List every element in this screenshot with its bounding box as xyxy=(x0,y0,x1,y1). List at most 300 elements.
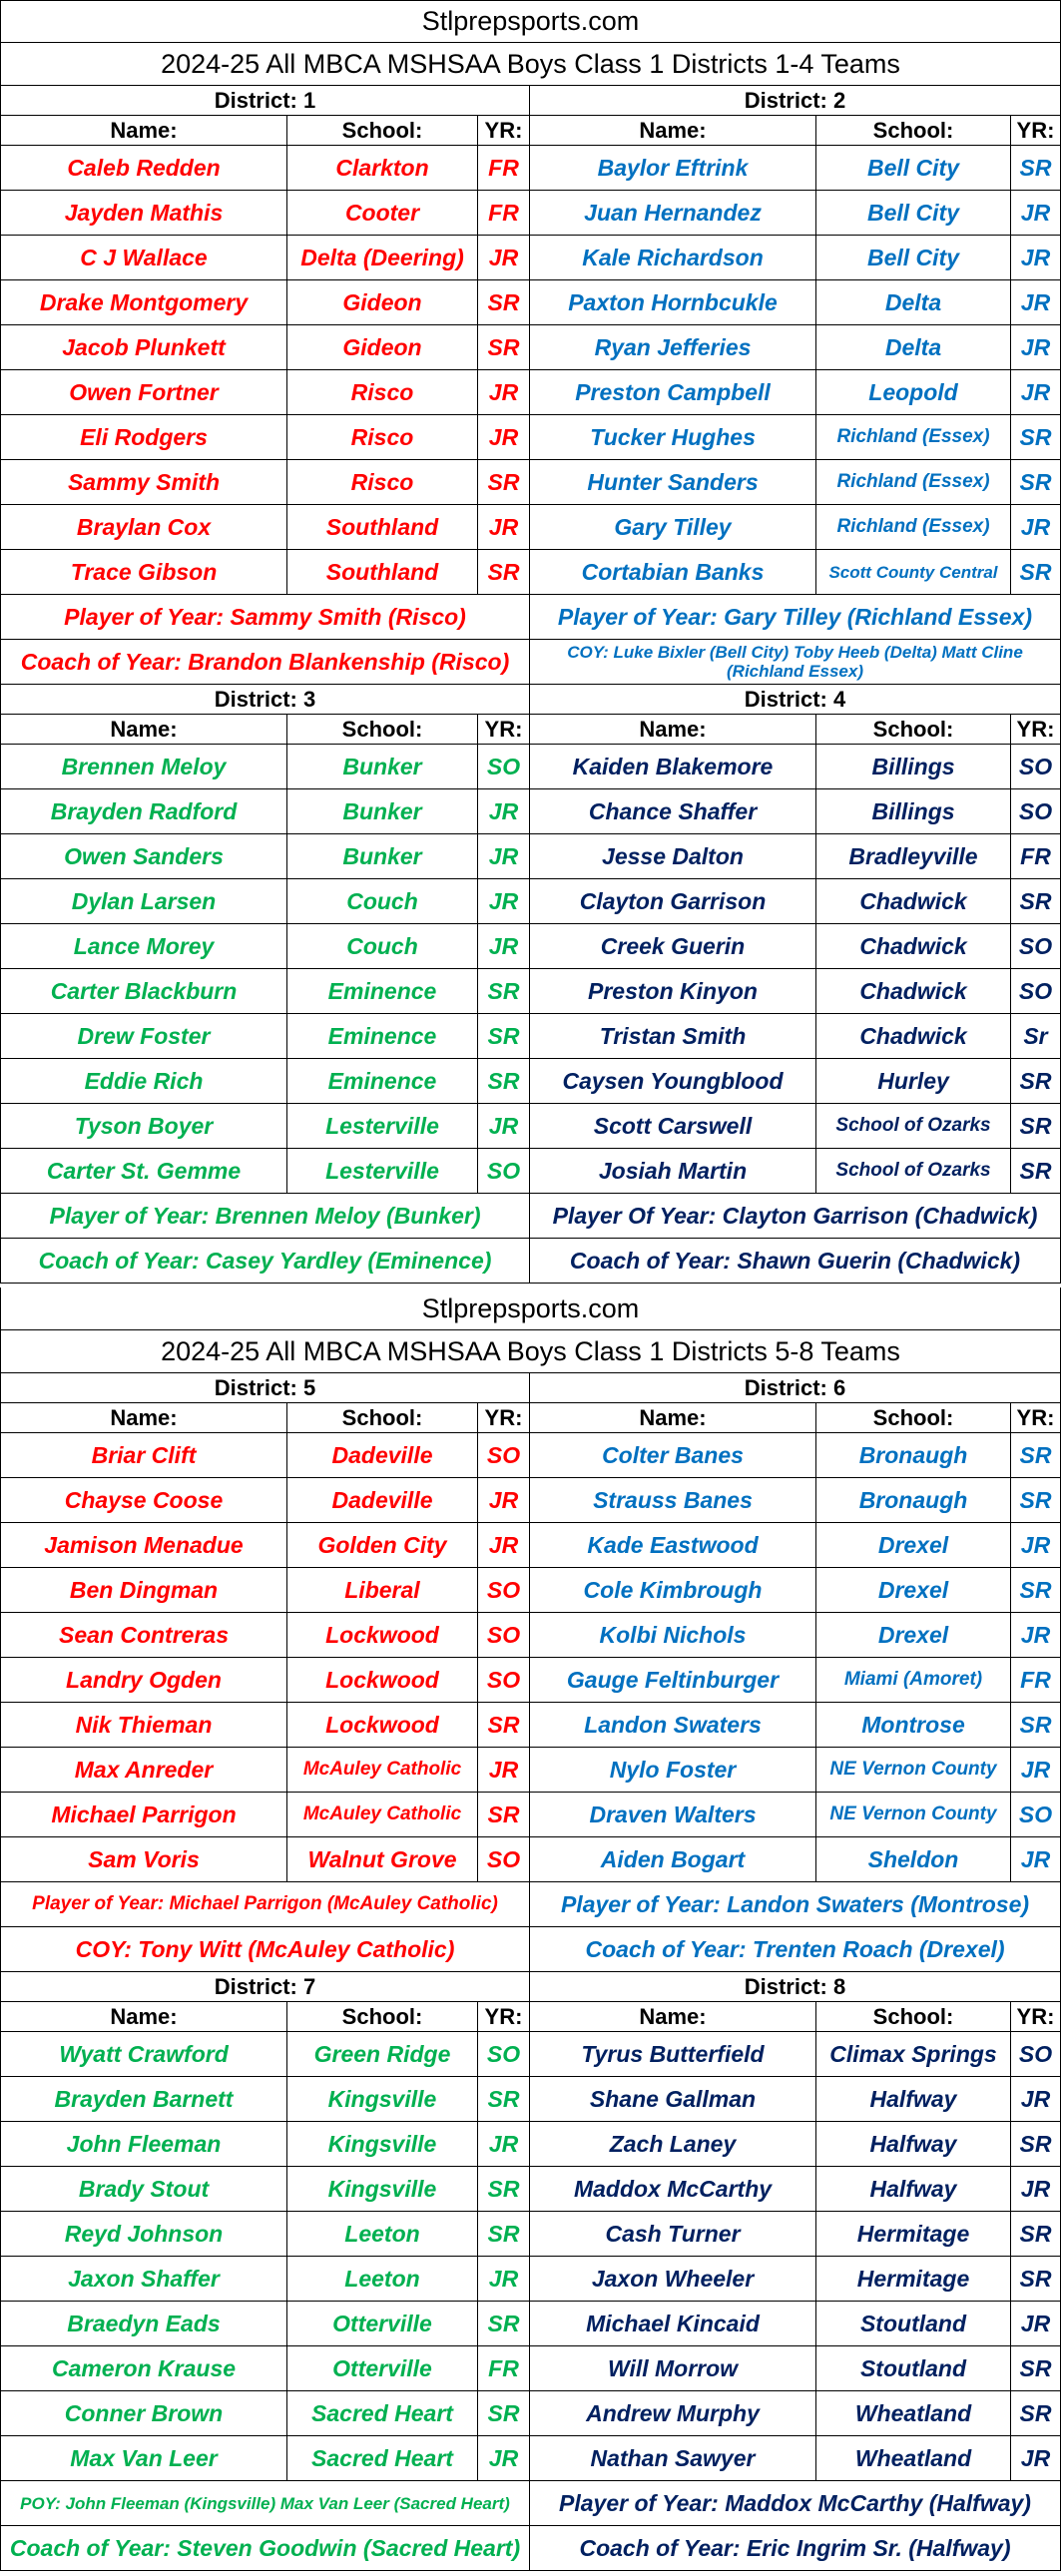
class-year: SR xyxy=(478,1059,530,1103)
class-year: SR xyxy=(478,550,530,594)
section-title: 2024-25 All MBCA MSHSAA Boys Class 1 Districts 5-8 Teams xyxy=(0,1330,1061,1373)
school-header: School: xyxy=(816,2002,1011,2031)
school-name: Chadwick xyxy=(816,924,1011,968)
award-left: Player of Year: Sammy Smith (Risco) xyxy=(0,595,530,639)
district-label-left: District: 5 xyxy=(0,1373,530,1402)
class-year: JR xyxy=(478,415,530,459)
award-row xyxy=(0,1239,1061,1284)
school-name: Lockwood xyxy=(287,1703,478,1747)
player-name: Wyatt Crawford xyxy=(0,2032,287,2076)
player-name: Eli Rodgers xyxy=(0,415,287,459)
school-name: Leeton xyxy=(287,2212,478,2256)
class-year: JR xyxy=(1011,1748,1061,1792)
school-name: Hermitage xyxy=(816,2257,1011,2301)
player-name: Sam Voris xyxy=(0,1837,287,1881)
player-name: Creek Guerin xyxy=(530,924,816,968)
player-name: Nylo Foster xyxy=(530,1748,816,1792)
class-year: SR xyxy=(1011,2391,1061,2435)
class-year: SO xyxy=(1011,2032,1061,2076)
player-name: Kaiden Blakemore xyxy=(530,745,816,788)
player-name: Max Anreder xyxy=(0,1748,287,1792)
player-name: Jayden Mathis xyxy=(0,191,287,235)
award-right: COY: Luke Bixler (Bell City) Toby Heeb (Delta) Matt Cline (Richland Essex) xyxy=(530,640,1061,684)
player-name: Brennen Meloy xyxy=(0,745,287,788)
award-left: Coach of Year: Brandon Blankenship (Risco) xyxy=(0,640,530,684)
player-name: Nathan Sawyer xyxy=(530,2436,816,2480)
class-year: SO xyxy=(1011,969,1061,1013)
school-name: Kingsville xyxy=(287,2167,478,2211)
table-row xyxy=(0,1748,1061,1793)
class-year: SO xyxy=(1011,745,1061,788)
column-header-row xyxy=(0,715,1061,745)
player-name: Scott Carswell xyxy=(530,1104,816,1148)
school-name: Delta xyxy=(816,325,1011,369)
table-row xyxy=(0,280,1061,325)
name-header: Name: xyxy=(530,116,816,145)
player-name: C J Wallace xyxy=(0,236,287,279)
player-name: Gauge Feltinburger xyxy=(530,1658,816,1702)
player-name: Kade Eastwood xyxy=(530,1523,816,1567)
name-header: Name: xyxy=(530,1403,816,1432)
school-name: Bell City xyxy=(816,236,1011,279)
table-row xyxy=(0,834,1061,879)
school-name: Chadwick xyxy=(816,969,1011,1013)
table-row xyxy=(0,969,1061,1014)
class-year: SR xyxy=(1011,1104,1061,1148)
table-row xyxy=(0,1613,1061,1658)
award-left: COY: Tony Witt (McAuley Catholic) xyxy=(0,1927,530,1971)
table-row xyxy=(0,1568,1061,1613)
class-year: SR xyxy=(478,2167,530,2211)
school-name: NE Vernon County xyxy=(816,1748,1011,1792)
player-name: Briar Clift xyxy=(0,1433,287,1477)
class-year: SR xyxy=(478,2391,530,2435)
table-row xyxy=(0,2167,1061,2212)
table-row xyxy=(0,924,1061,969)
table-row xyxy=(0,2346,1061,2391)
table-row xyxy=(0,370,1061,415)
player-name: Carter St. Gemme xyxy=(0,1149,287,1193)
table-row xyxy=(0,146,1061,191)
player-name: Maddox McCarthy xyxy=(530,2167,816,2211)
player-name: Draven Walters xyxy=(530,1793,816,1836)
table-row xyxy=(0,460,1061,505)
award-row xyxy=(0,1194,1061,1239)
class-year: JR xyxy=(478,924,530,968)
player-name: Will Morrow xyxy=(530,2346,816,2390)
school-name: Billings xyxy=(816,745,1011,788)
site-title: Stlprepsports.com xyxy=(0,0,1061,43)
class-year: JR xyxy=(478,1523,530,1567)
table-row xyxy=(0,325,1061,370)
school-name: Sacred Heart xyxy=(287,2436,478,2480)
award-row xyxy=(0,2526,1061,2571)
award-row xyxy=(0,1927,1061,1972)
table-row xyxy=(0,1658,1061,1703)
award-right: Coach of Year: Eric Ingrim Sr. (Halfway) xyxy=(530,2526,1061,2570)
district-header-row xyxy=(0,1972,1061,2002)
class-year: SR xyxy=(1011,1059,1061,1103)
district-label-right: District: 4 xyxy=(530,685,1061,714)
district-label-right: District: 6 xyxy=(530,1373,1061,1402)
table-row xyxy=(0,415,1061,460)
school-name: Drexel xyxy=(816,1613,1011,1657)
school-name: Wheatland xyxy=(816,2391,1011,2435)
school-name: Eminence xyxy=(287,1014,478,1058)
school-name: Montrose xyxy=(816,1703,1011,1747)
player-name: Owen Fortner xyxy=(0,370,287,414)
yr-header: YR: xyxy=(1011,1403,1061,1432)
player-name: Owen Sanders xyxy=(0,834,287,878)
table-row xyxy=(0,550,1061,595)
award-row xyxy=(0,2481,1061,2526)
class-year: SO xyxy=(478,1837,530,1881)
class-year: JR xyxy=(1011,325,1061,369)
award-left: Coach of Year: Steven Goodwin (Sacred Heart) xyxy=(0,2526,530,2570)
school-name: Billings xyxy=(816,789,1011,833)
school-name: Gideon xyxy=(287,280,478,324)
table-row xyxy=(0,789,1061,834)
class-year: SR xyxy=(478,2302,530,2345)
class-year: SR xyxy=(1011,1478,1061,1522)
class-year: JR xyxy=(478,2436,530,2480)
school-name: Scott County Central xyxy=(816,550,1011,594)
player-name: Caysen Youngblood xyxy=(530,1059,816,1103)
class-year: JR xyxy=(478,2257,530,2301)
school-name: Miami (Amoret) xyxy=(816,1658,1011,1702)
school-name: Stoutland xyxy=(816,2302,1011,2345)
award-row xyxy=(0,1882,1061,1927)
class-year: SO xyxy=(478,745,530,788)
class-year: SR xyxy=(478,969,530,1013)
player-name: Chance Shaffer xyxy=(530,789,816,833)
yr-header: YR: xyxy=(478,715,530,744)
school-name: Couch xyxy=(287,924,478,968)
award-right: Player Of Year: Clayton Garrison (Chadwick) xyxy=(530,1194,1061,1238)
class-year: SR xyxy=(1011,1433,1061,1477)
player-name: Zach Laney xyxy=(530,2122,816,2166)
player-name: Gary Tilley xyxy=(530,505,816,549)
school-name: Kingsville xyxy=(287,2122,478,2166)
table-row xyxy=(0,2257,1061,2302)
class-year: JR xyxy=(478,370,530,414)
school-name: Bronaugh xyxy=(816,1433,1011,1477)
school-name: Clarkton xyxy=(287,146,478,190)
class-year: JR xyxy=(478,505,530,549)
player-name: Clayton Garrison xyxy=(530,879,816,923)
class-year: JR xyxy=(1011,370,1061,414)
player-name: Jaxon Shaffer xyxy=(0,2257,287,2301)
class-year: SR xyxy=(1011,1568,1061,1612)
yr-header: YR: xyxy=(1011,2002,1061,2031)
school-name: Halfway xyxy=(816,2167,1011,2211)
school-name: Stoutland xyxy=(816,2346,1011,2390)
name-header: Name: xyxy=(0,116,287,145)
player-name: Braedyn Eads xyxy=(0,2302,287,2345)
school-name: Bradleyville xyxy=(816,834,1011,878)
school-name: Halfway xyxy=(816,2122,1011,2166)
player-name: Ryan Jefferies xyxy=(530,325,816,369)
class-year: JR xyxy=(1011,1837,1061,1881)
school-name: Southland xyxy=(287,550,478,594)
player-name: John Fleeman xyxy=(0,2122,287,2166)
table-row xyxy=(0,1837,1061,1882)
player-name: Lance Morey xyxy=(0,924,287,968)
school-name: McAuley Catholic xyxy=(287,1793,478,1836)
table-row xyxy=(0,1523,1061,1568)
school-name: McAuley Catholic xyxy=(287,1748,478,1792)
class-year: JR xyxy=(478,834,530,878)
player-name: Conner Brown xyxy=(0,2391,287,2435)
class-year: SO xyxy=(1011,789,1061,833)
table-row xyxy=(0,1478,1061,1523)
class-year: SR xyxy=(478,325,530,369)
class-year: SR xyxy=(1011,415,1061,459)
award-row xyxy=(0,640,1061,685)
class-year: FR xyxy=(478,2346,530,2390)
school-name: Eminence xyxy=(287,969,478,1013)
player-name: Tyson Boyer xyxy=(0,1104,287,1148)
player-name: Cameron Krause xyxy=(0,2346,287,2390)
school-header: School: xyxy=(287,116,478,145)
player-name: Michael Parrigon xyxy=(0,1793,287,1836)
table-row xyxy=(0,1793,1061,1837)
class-year: FR xyxy=(478,146,530,190)
player-name: Preston Campbell xyxy=(530,370,816,414)
player-name: Colter Banes xyxy=(530,1433,816,1477)
school-name: Delta xyxy=(816,280,1011,324)
player-name: Brady Stout xyxy=(0,2167,287,2211)
name-header: Name: xyxy=(0,715,287,744)
school-name: Halfway xyxy=(816,2077,1011,2121)
school-name: School of Ozarks xyxy=(816,1104,1011,1148)
table-row xyxy=(0,2032,1061,2077)
school-name: Hermitage xyxy=(816,2212,1011,2256)
class-year: JR xyxy=(1011,2167,1061,2211)
table-row xyxy=(0,191,1061,236)
player-name: Preston Kinyon xyxy=(530,969,816,1013)
table-row xyxy=(0,1703,1061,1748)
school-name: Gideon xyxy=(287,325,478,369)
table-row xyxy=(0,1149,1061,1194)
award-right: Player of Year: Maddox McCarthy (Halfway) xyxy=(530,2481,1061,2525)
table-row xyxy=(0,2122,1061,2167)
table-row xyxy=(0,1104,1061,1149)
class-year: FR xyxy=(478,191,530,235)
award-left: Player of Year: Brennen Meloy (Bunker) xyxy=(0,1194,530,1238)
school-name: Bronaugh xyxy=(816,1478,1011,1522)
table-row xyxy=(0,2302,1061,2346)
school-header: School: xyxy=(287,715,478,744)
class-year: SR xyxy=(1011,460,1061,504)
school-name: Liberal xyxy=(287,1568,478,1612)
player-name: Max Van Leer xyxy=(0,2436,287,2480)
district-header-row xyxy=(0,685,1061,715)
award-left: Player of Year: Michael Parrigon (McAuley Catholic) xyxy=(0,1882,530,1926)
school-name: Cooter xyxy=(287,191,478,235)
class-year: FR xyxy=(1011,834,1061,878)
column-header-row xyxy=(0,116,1061,146)
school-name: Sacred Heart xyxy=(287,2391,478,2435)
player-name: Drew Foster xyxy=(0,1014,287,1058)
player-name: Tristan Smith xyxy=(530,1014,816,1058)
player-name: Strauss Banes xyxy=(530,1478,816,1522)
table-row xyxy=(0,2436,1061,2481)
class-year: SR xyxy=(1011,550,1061,594)
player-name: Trace Gibson xyxy=(0,550,287,594)
class-year: JR xyxy=(478,1478,530,1522)
class-year: SO xyxy=(478,1613,530,1657)
player-name: Chayse Coose xyxy=(0,1478,287,1522)
class-year: SR xyxy=(478,1793,530,1836)
school-name: NE Vernon County xyxy=(816,1793,1011,1836)
school-name: Green Ridge xyxy=(287,2032,478,2076)
class-year: JR xyxy=(1011,2436,1061,2480)
district-label-left: District: 3 xyxy=(0,685,530,714)
school-name: Risco xyxy=(287,370,478,414)
award-right: Player of Year: Landon Swaters (Montrose) xyxy=(530,1882,1061,1926)
school-name: Lockwood xyxy=(287,1613,478,1657)
school-name: Southland xyxy=(287,505,478,549)
player-name: Landon Swaters xyxy=(530,1703,816,1747)
player-name: Brayden Barnett xyxy=(0,2077,287,2121)
class-year: SR xyxy=(1011,2346,1061,2390)
class-year: SO xyxy=(478,1568,530,1612)
class-year: JR xyxy=(478,879,530,923)
player-name: Josiah Martin xyxy=(530,1149,816,1193)
award-row xyxy=(0,595,1061,640)
table-row xyxy=(0,2077,1061,2122)
class-year: SR xyxy=(1011,146,1061,190)
name-header: Name: xyxy=(0,2002,287,2031)
name-header: Name: xyxy=(530,2002,816,2031)
class-year: JR xyxy=(1011,2302,1061,2345)
player-name: Cash Turner xyxy=(530,2212,816,2256)
class-year: SR xyxy=(478,460,530,504)
player-name: Andrew Murphy xyxy=(530,2391,816,2435)
school-name: Otterville xyxy=(287,2346,478,2390)
player-name: Sean Contreras xyxy=(0,1613,287,1657)
school-name: Golden City xyxy=(287,1523,478,1567)
class-year: Sr xyxy=(1011,1014,1061,1058)
player-name: Kale Richardson xyxy=(530,236,816,279)
yr-header: YR: xyxy=(478,116,530,145)
school-name: Leeton xyxy=(287,2257,478,2301)
table-row xyxy=(0,1014,1061,1059)
player-name: Cortabian Banks xyxy=(530,550,816,594)
school-name: Risco xyxy=(287,415,478,459)
table-row xyxy=(0,879,1061,924)
school-name: Richland (Essex) xyxy=(816,415,1011,459)
school-name: Leopold xyxy=(816,370,1011,414)
player-name: Juan Hernandez xyxy=(530,191,816,235)
school-name: Risco xyxy=(287,460,478,504)
school-name: Lockwood xyxy=(287,1658,478,1702)
column-header-row xyxy=(0,1403,1061,1433)
school-name: Chadwick xyxy=(816,879,1011,923)
class-year: SR xyxy=(1011,879,1061,923)
player-name: Carter Blackburn xyxy=(0,969,287,1013)
class-year: JR xyxy=(478,2122,530,2166)
table-row xyxy=(0,505,1061,550)
class-year: SO xyxy=(478,1658,530,1702)
school-name: Bell City xyxy=(816,191,1011,235)
class-year: JR xyxy=(478,1104,530,1148)
class-year: JR xyxy=(478,1748,530,1792)
school-header: School: xyxy=(816,1403,1011,1432)
award-left: POY: John Fleeman (Kingsville) Max Van Leer (Sacred Heart) xyxy=(0,2481,530,2525)
class-year: SR xyxy=(478,2077,530,2121)
school-name: Drexel xyxy=(816,1568,1011,1612)
player-name: Eddie Rich xyxy=(0,1059,287,1103)
class-year: JR xyxy=(1011,505,1061,549)
yr-header: YR: xyxy=(478,1403,530,1432)
school-name: Dadeville xyxy=(287,1433,478,1477)
section-title: 2024-25 All MBCA MSHSAA Boys Class 1 Districts 1-4 Teams xyxy=(0,43,1061,86)
district-label-left: District: 1 xyxy=(0,86,530,115)
player-name: Sammy Smith xyxy=(0,460,287,504)
school-name: Lesterville xyxy=(287,1104,478,1148)
name-header: Name: xyxy=(0,1403,287,1432)
school-header: School: xyxy=(816,116,1011,145)
column-header-row xyxy=(0,2002,1061,2032)
class-year: SO xyxy=(478,1149,530,1193)
table-row xyxy=(0,745,1061,789)
yr-header: YR: xyxy=(1011,715,1061,744)
player-name: Hunter Sanders xyxy=(530,460,816,504)
school-name: Bell City xyxy=(816,146,1011,190)
district-header-row xyxy=(0,1373,1061,1403)
school-name: School of Ozarks xyxy=(816,1149,1011,1193)
table-row xyxy=(0,1433,1061,1478)
district-label-right: District: 8 xyxy=(530,1972,1061,2001)
school-name: Sheldon xyxy=(816,1837,1011,1881)
player-name: Jaxon Wheeler xyxy=(530,2257,816,2301)
class-year: JR xyxy=(1011,1613,1061,1657)
school-header: School: xyxy=(816,715,1011,744)
table-row xyxy=(0,1059,1061,1104)
player-name: Jesse Dalton xyxy=(530,834,816,878)
district-label-left: District: 7 xyxy=(0,1972,530,2001)
class-year: JR xyxy=(478,789,530,833)
player-name: Kolbi Nichols xyxy=(530,1613,816,1657)
class-year: SO xyxy=(1011,1793,1061,1836)
class-year: JR xyxy=(1011,191,1061,235)
class-year: JR xyxy=(1011,1523,1061,1567)
class-year: SR xyxy=(478,2212,530,2256)
school-name: Drexel xyxy=(816,1523,1011,1567)
table-row xyxy=(0,236,1061,280)
school-name: Eminence xyxy=(287,1059,478,1103)
class-year: JR xyxy=(478,236,530,279)
player-name: Nik Thieman xyxy=(0,1703,287,1747)
class-year: JR xyxy=(1011,236,1061,279)
class-year: SO xyxy=(478,1433,530,1477)
school-name: Delta (Deering) xyxy=(287,236,478,279)
school-name: Couch xyxy=(287,879,478,923)
district-label-right: District: 2 xyxy=(530,86,1061,115)
class-year: SR xyxy=(1011,2212,1061,2256)
school-name: Bunker xyxy=(287,745,478,788)
player-name: Cole Kimbrough xyxy=(530,1568,816,1612)
award-right: Player of Year: Gary Tilley (Richland Essex) xyxy=(530,595,1061,639)
player-name: Landry Ogden xyxy=(0,1658,287,1702)
award-left: Coach of Year: Casey Yardley (Eminence) xyxy=(0,1239,530,1283)
school-name: Climax Springs xyxy=(816,2032,1011,2076)
class-year: SR xyxy=(478,1014,530,1058)
player-name: Braylan Cox xyxy=(0,505,287,549)
class-year: JR xyxy=(1011,280,1061,324)
